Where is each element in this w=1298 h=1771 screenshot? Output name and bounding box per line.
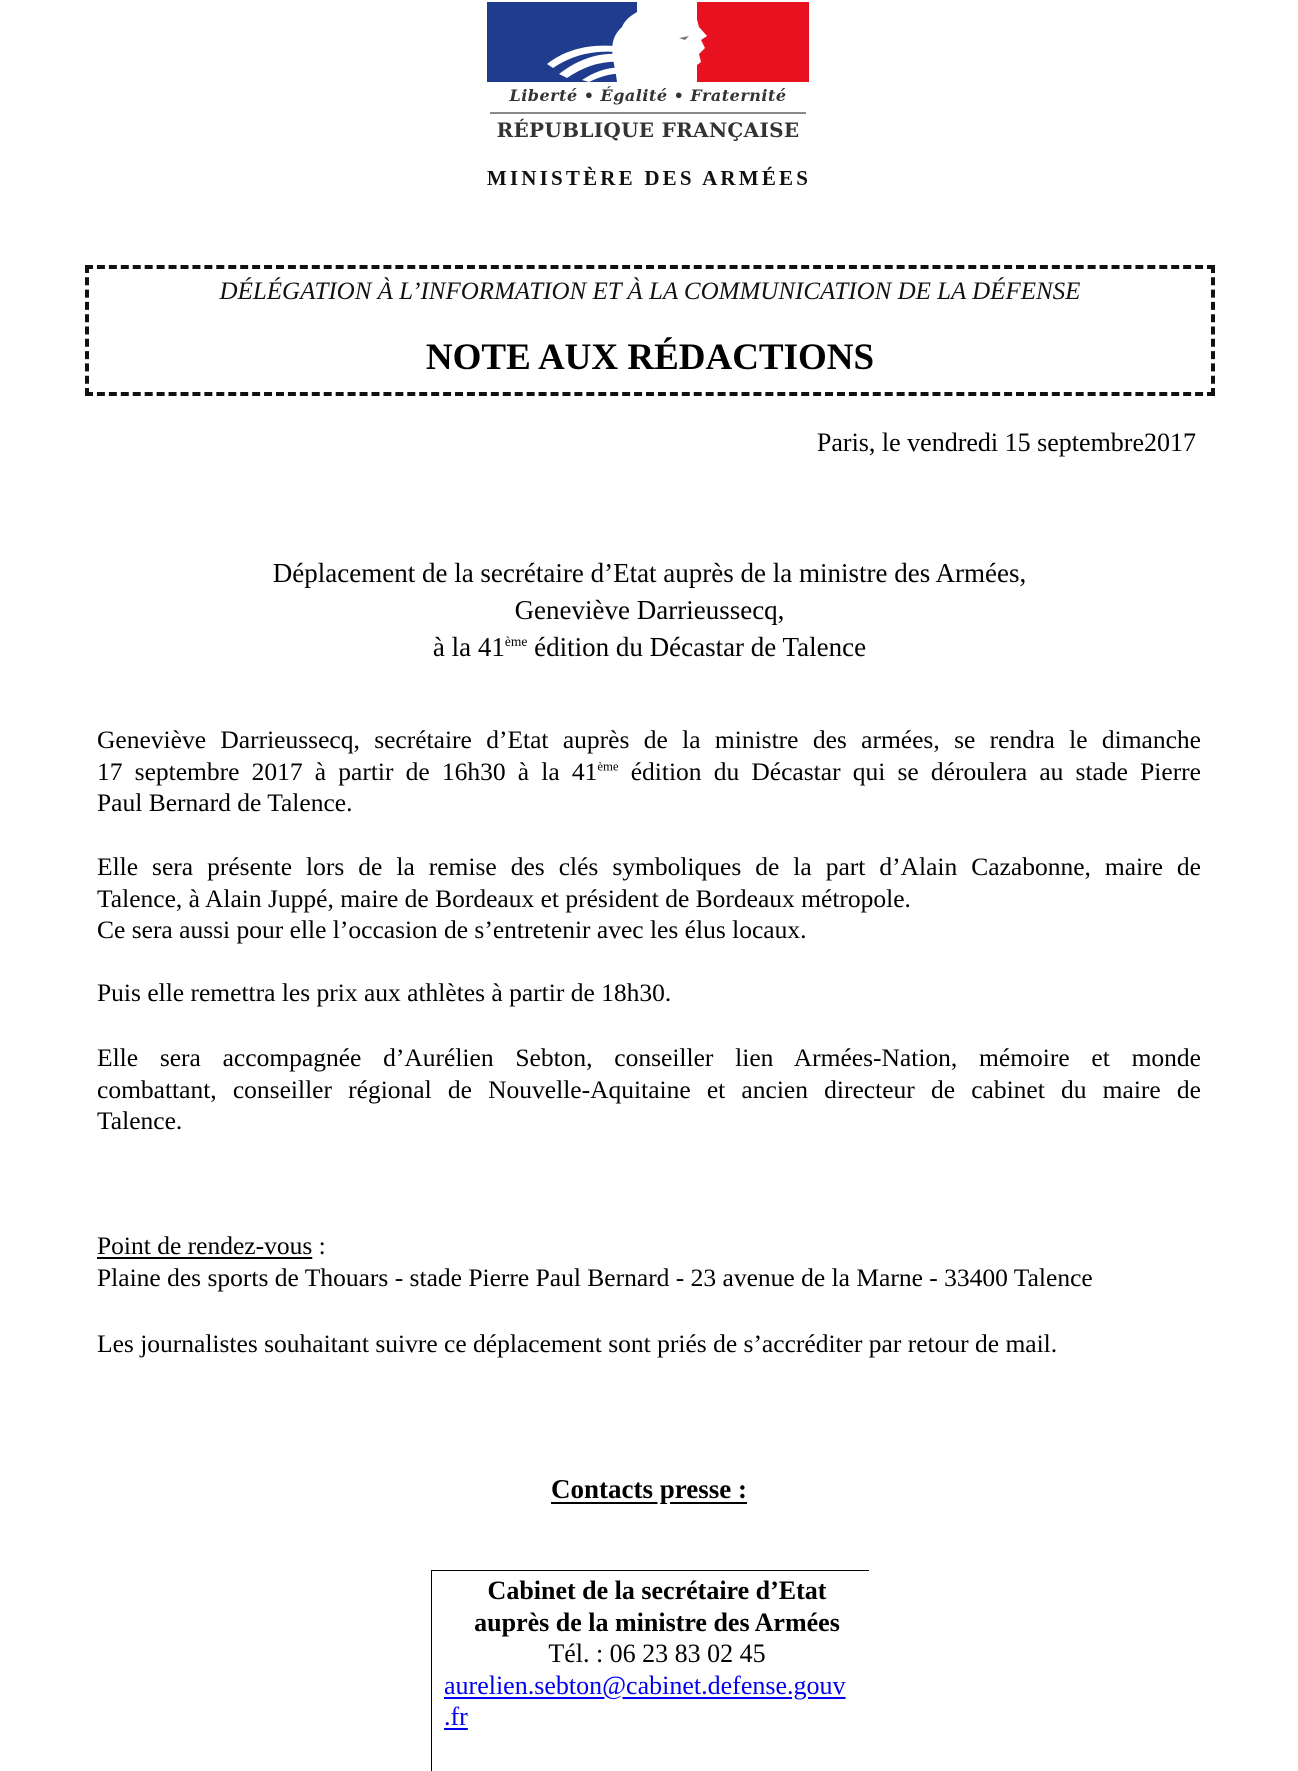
logo-divider	[490, 112, 806, 114]
meeting-point-heading	[97, 1230, 1201, 1262]
paragraph-1-line-2-start: 17 septembre 2017 à partir de 16h30 à la 41	[97, 756, 598, 786]
paragraph-1-line-3: Paul Bernard de Talence.	[97, 788, 353, 817]
delegation-name: DÉLÉGATION À L’INFORMATION ET À LA COMMUNICATION DE LA DÉFENSE	[219, 278, 1081, 305]
paragraph-1-line-2-end: édition du Décastar qui se déroulera au stade Pierre	[618, 756, 1201, 786]
document-title: NOTE AUX RÉDACTIONS	[425, 337, 875, 378]
marianne-flag-emblem	[487, 2, 809, 82]
headline	[97, 555, 1202, 666]
paragraph-3	[97, 977, 1201, 1009]
paragraph-4-line-2: combattant, conseiller régional de Nouvelle-Aquitaine et ancien directeur de cabinet du maire de	[97, 1074, 1201, 1104]
paragraph-4	[97, 1042, 1201, 1137]
meeting-point	[97, 1230, 1201, 1293]
contact-email-line-2[interactable]: .fr	[444, 1702, 468, 1731]
paragraph-2-line-2: Talence, à Alain Juppé, maire de Bordeaux et président de Bordeaux métropole.	[97, 883, 911, 913]
contacts-heading: Contacts presse :	[551, 1474, 747, 1504]
ordinal-suffix: ème	[597, 758, 619, 773]
headline-line-3-end: édition du Décastar de Talence	[527, 632, 867, 662]
meeting-point-colon: :	[312, 1231, 326, 1260]
headline-line-3	[97, 629, 1202, 666]
contact-card-content	[444, 1575, 870, 1733]
contact-card	[431, 1570, 869, 1771]
paragraph-1-line-1: Geneviève Darrieussecq, secrétaire d’Etat auprès de la ministre des armées, se rendra le dimanche	[97, 725, 1201, 754]
paragraph-1-line-2	[97, 756, 1201, 788]
headline-line-2: Geneviève Darrieussecq,	[514, 595, 785, 625]
headline-line-3-start: à la 41	[432, 632, 505, 662]
contact-org-line-1: Cabinet de la secrétaire d’Etat	[487, 1576, 827, 1605]
accreditation-text: Les journalistes souhaitant suivre ce déplacement sont priés de s’accréditer par retour de mail.	[97, 1329, 1058, 1358]
republique-francaise-logo	[487, 2, 809, 144]
paragraph-1	[97, 724, 1201, 819]
headline-line-1: Déplacement de la secrétaire d’Etat auprès de la ministre des Armées,	[272, 558, 1027, 588]
motto-text: Liberté • Égalité • Fraternité	[509, 86, 787, 105]
ordinal-suffix: ème	[504, 633, 528, 649]
paragraph-2-line-1: Elle sera présente lors de la remise des clés symboliques de la part d’Alain Cazabonne, maire de	[97, 852, 1201, 881]
contact-org-line-2: auprès de la ministre des Armées	[474, 1607, 840, 1637]
meeting-point-label: Point de rendez-vous	[97, 1231, 313, 1260]
marianne-profile-icon	[487, 2, 809, 82]
date-line: Paris, le vendredi 15 septembre2017	[816, 428, 1196, 457]
paragraph-2-line-3: Ce sera aussi pour elle l’occasion de s’entretenir avec les élus locaux.	[97, 915, 807, 944]
paragraph-4-line-1: Elle sera accompagnée d’Aurélien Sebton, conseiller lien Armées-Nation, mémoire et monde	[97, 1043, 1201, 1072]
paragraph-3-line-1: Puis elle remettra les prix aux athlètes à partir de 18h30.	[97, 978, 672, 1007]
republique-francaise-text: RÉPUBLIQUE FRANÇAISE	[496, 118, 800, 142]
contact-email-link[interactable]	[444, 1670, 870, 1733]
meeting-point-address: Plaine des sports de Thouars - stade Pierre Paul Bernard - 23 avenue de la Marne - 33400 Talence	[97, 1262, 1093, 1292]
paragraph-4-line-3: Talence.	[97, 1106, 183, 1135]
accreditation-note	[97, 1328, 1201, 1360]
contact-email-line-1[interactable]: aurelien.sebton@cabinet.defense.gouv	[444, 1670, 846, 1700]
ministry-name: MINISTÈRE DES ARMÉES	[486, 166, 812, 190]
paragraph-2	[97, 851, 1201, 946]
contact-phone: Tél. : 06 23 83 02 45	[548, 1639, 766, 1668]
